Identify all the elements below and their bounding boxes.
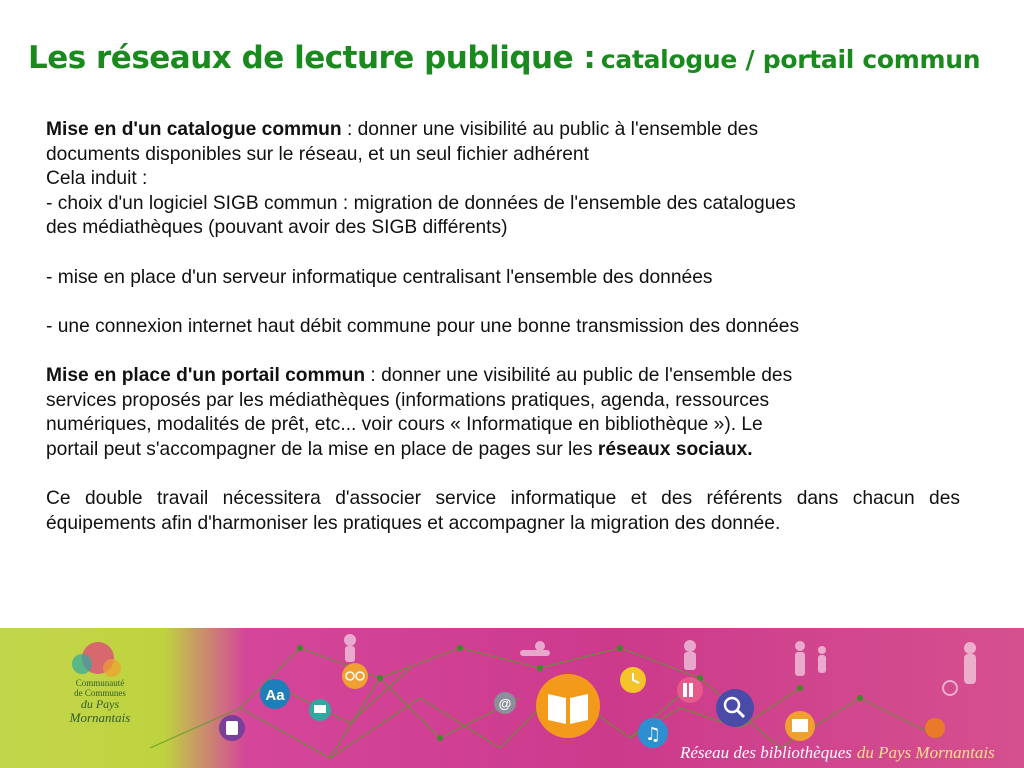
- heart-icon: [925, 718, 945, 738]
- at-sign-icon: [494, 692, 516, 714]
- portail-heading: Mise en place d'un portail commun: [46, 364, 366, 386]
- music-note-icon: [638, 718, 668, 748]
- svg-text:de Communes: de Communes: [74, 688, 126, 698]
- induit-line: Cela induit :: [46, 168, 148, 190]
- tagline-main: Réseau des bibliothèques: [680, 743, 852, 762]
- tablet-icon: [219, 715, 245, 741]
- newspaper-icon: [785, 711, 815, 741]
- slide-body: [46, 118, 960, 536]
- glasses-icon: [342, 663, 368, 689]
- portail-line-4: [46, 438, 960, 463]
- portail-line-1: [46, 364, 960, 389]
- reseaux-sociaux: réseaux sociaux.: [597, 438, 753, 460]
- bullet-connexion: - une connexion internet haut débit commune pour une bonne transmission des données: [46, 315, 800, 337]
- book-icon: [536, 674, 600, 738]
- svg-text:@: @: [498, 696, 512, 711]
- bullet-serveur: - mise en place d'un serveur informatique centralisant l'ensemble des données: [46, 266, 713, 288]
- banner-illustration: [0, 628, 1024, 768]
- aa-icon: [260, 679, 290, 709]
- svg-text:Communauté: Communauté: [75, 678, 125, 688]
- computer-icon: [309, 699, 331, 721]
- banner-tagline: [679, 743, 995, 762]
- portail-line-3: numériques, modalités de prêt, etc... voir cours « Informatique en bibliothèque »). Le: [46, 414, 763, 436]
- title-main: Les réseaux de lecture publique :: [28, 40, 596, 76]
- svg-text:Mornantais: Mornantais: [69, 710, 131, 725]
- svg-text:du Pays: du Pays: [80, 697, 120, 711]
- footer-banner: [0, 628, 1024, 768]
- portail-text-1: : donner une visibilité au public de l'ensemble des: [365, 364, 793, 386]
- title-sub: catalogue / portail commun: [600, 45, 981, 74]
- catalogue-paragraph-line-1: [46, 118, 960, 143]
- svg-text:Aa: Aa: [265, 687, 285, 704]
- slide-title: [28, 40, 980, 76]
- bullet-sigb-line-1: - choix d'un logiciel SIGB commun : migration de données de l'ensemble des catalogues: [46, 192, 796, 214]
- portail-line-2: services proposés par les médiathèques (informations pratiques, agenda, ressources: [46, 389, 770, 411]
- spacer: [46, 339, 960, 364]
- catalogue-text-1: : donner une visibilité au public à l'ensemble des: [341, 119, 759, 140]
- spacer: [46, 241, 960, 266]
- catalogue-paragraph-line-2: documents disponibles sur le réseau, et un seul fichier adhérent: [46, 143, 589, 165]
- spacer: [46, 290, 960, 315]
- tagline-accent: du Pays Mornantais: [856, 743, 995, 762]
- books-icon: [677, 677, 703, 703]
- portail-text-4: portail peut s'accompagner de la mise en place de pages sur les: [46, 438, 598, 460]
- svg-text:♫: ♫: [644, 724, 662, 745]
- conclusion-paragraph: Ce double travail nécessitera d'associer service informatique et des référents dans chacun des équipements afin d'harmoniser les pratiques et accompagner la migration des donnée.: [46, 487, 960, 534]
- bullet-sigb-line-2: des médiathèques (pouvant avoir des SIGB différents): [46, 217, 508, 239]
- spacer: [46, 462, 960, 487]
- clock-icon: [620, 667, 646, 693]
- catalogue-heading: Mise en d'un catalogue commun: [46, 119, 342, 140]
- magnifier-icon: [716, 689, 754, 727]
